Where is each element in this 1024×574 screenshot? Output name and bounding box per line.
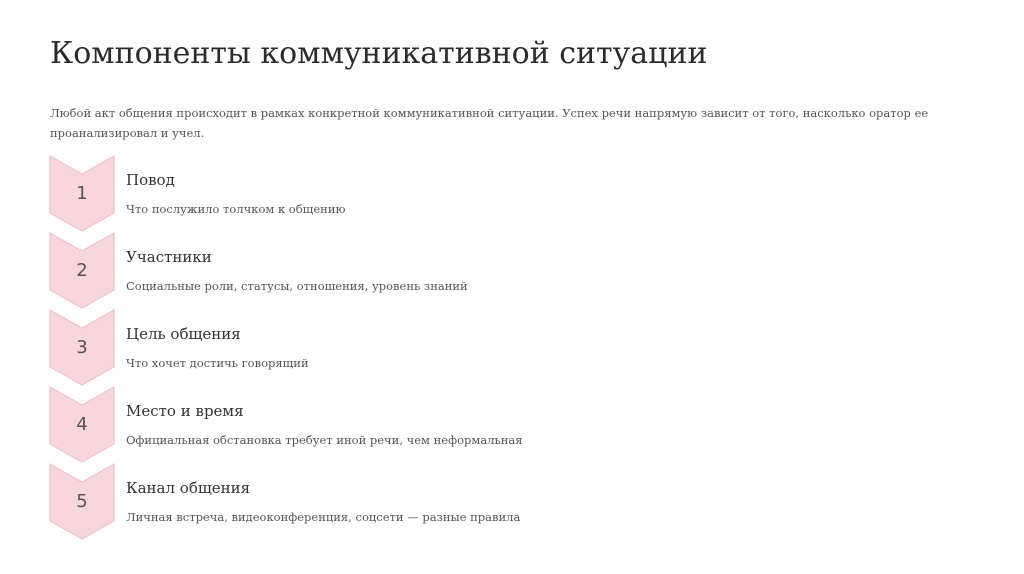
step-item	[49, 232, 949, 309]
step-title: Участники	[126, 248, 212, 266]
step-title: Место и время	[126, 402, 244, 420]
step-number: 4	[76, 414, 88, 435]
step-description: Официальная обстановка требует иной речи, чем неформальная	[126, 433, 523, 447]
step-title: Канал общения	[126, 479, 251, 497]
step-number: 2	[76, 260, 88, 281]
step-description: Личная встреча, видеоконференция, соцсети — разные правила	[126, 510, 521, 524]
slide-title: Компоненты коммуникативной ситуации	[50, 36, 708, 71]
intro-text: Любой акт общения происходит в рамках конкретной коммуникативной ситуации. Успех речи напрямую зависит от того, насколько оратор ее проанализировал и учел.	[50, 106, 929, 140]
step-number: 3	[76, 337, 88, 358]
step-item	[49, 309, 949, 386]
step-description: Что послужило толчком к общению	[126, 202, 346, 216]
step-item	[49, 463, 949, 540]
step-item	[49, 155, 949, 232]
step-number: 1	[76, 183, 88, 204]
step-description: Что хочет достичь говорящий	[126, 356, 309, 370]
step-item	[49, 386, 949, 463]
step-number: 5	[76, 491, 88, 512]
step-title: Повод	[126, 171, 175, 189]
steps-list	[49, 155, 949, 540]
step-description: Социальные роли, статусы, отношения, уровень знаний	[126, 279, 468, 293]
step-title: Цель общения	[126, 325, 241, 343]
